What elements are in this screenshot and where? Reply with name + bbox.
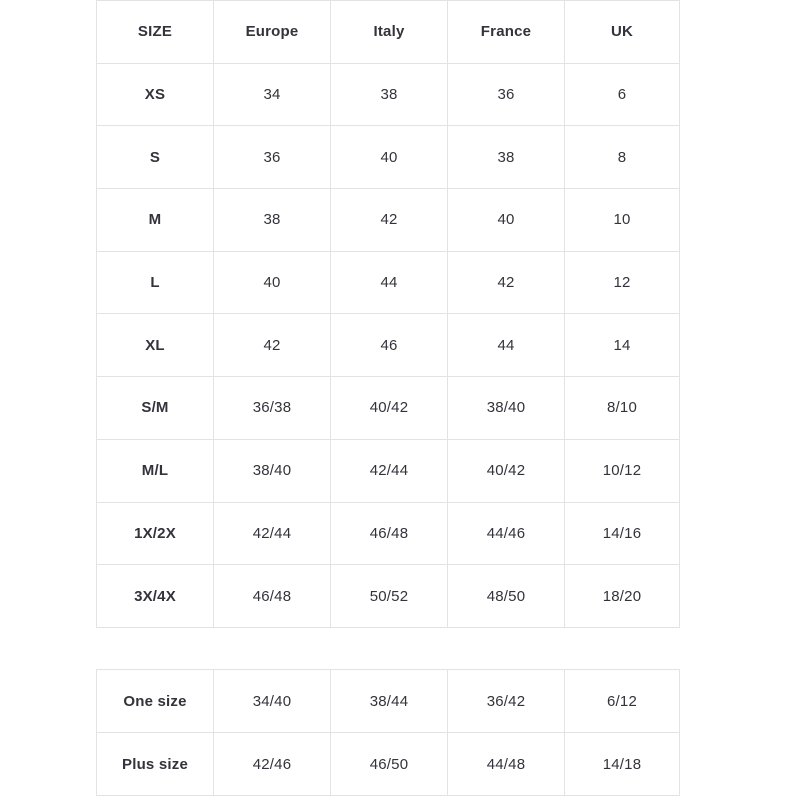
cell-uk: 8 (565, 126, 680, 189)
table-row (97, 733, 680, 796)
cell-europe: 36/38 (214, 377, 331, 440)
size-chart-secondary-table (96, 669, 680, 796)
row-label: L (97, 251, 214, 314)
table-row (97, 439, 680, 502)
size-chart-main-table (96, 0, 680, 628)
column-header-italy: Italy (331, 1, 448, 64)
cell-italy: 50/52 (331, 565, 448, 628)
row-label: One size (97, 670, 214, 733)
cell-italy: 46/48 (331, 502, 448, 565)
cell-italy: 38 (331, 63, 448, 126)
row-label: M (97, 189, 214, 252)
cell-france: 48/50 (448, 565, 565, 628)
table-row (97, 377, 680, 440)
cell-europe: 42/44 (214, 502, 331, 565)
cell-france: 40 (448, 189, 565, 252)
table-row (97, 670, 680, 733)
column-header-europe: Europe (214, 1, 331, 64)
cell-uk: 18/20 (565, 565, 680, 628)
cell-france: 36/42 (448, 670, 565, 733)
table-body (97, 63, 680, 627)
cell-europe: 36 (214, 126, 331, 189)
cell-italy: 42/44 (331, 439, 448, 502)
row-label: XL (97, 314, 214, 377)
column-header-france: France (448, 1, 565, 64)
cell-uk: 10 (565, 189, 680, 252)
cell-italy: 38/44 (331, 670, 448, 733)
row-label: XS (97, 63, 214, 126)
cell-uk: 10/12 (565, 439, 680, 502)
cell-uk: 8/10 (565, 377, 680, 440)
cell-italy: 44 (331, 251, 448, 314)
column-header-size: SIZE (97, 1, 214, 64)
table-row (97, 314, 680, 377)
cell-france: 44/48 (448, 733, 565, 796)
cell-france: 42 (448, 251, 565, 314)
row-label: M/L (97, 439, 214, 502)
cell-europe: 38 (214, 189, 331, 252)
cell-france: 38/40 (448, 377, 565, 440)
table-body (97, 670, 680, 796)
cell-uk: 14/16 (565, 502, 680, 565)
cell-europe: 42 (214, 314, 331, 377)
cell-italy: 46 (331, 314, 448, 377)
table-header-row (97, 1, 680, 64)
table-row (97, 502, 680, 565)
table-row (97, 63, 680, 126)
cell-italy: 40 (331, 126, 448, 189)
cell-france: 36 (448, 63, 565, 126)
table-row (97, 126, 680, 189)
cell-europe: 40 (214, 251, 331, 314)
cell-france: 40/42 (448, 439, 565, 502)
table-header (97, 1, 680, 64)
size-chart-secondary-table-wrapper (96, 669, 679, 796)
row-label: Plus size (97, 733, 214, 796)
cell-uk: 14/18 (565, 733, 680, 796)
row-label: S (97, 126, 214, 189)
table-row (97, 565, 680, 628)
cell-uk: 6 (565, 63, 680, 126)
cell-italy: 40/42 (331, 377, 448, 440)
row-label: S/M (97, 377, 214, 440)
column-header-uk: UK (565, 1, 680, 64)
cell-europe: 46/48 (214, 565, 331, 628)
size-chart-main-table-wrapper (96, 0, 679, 628)
cell-france: 44 (448, 314, 565, 377)
cell-uk: 12 (565, 251, 680, 314)
cell-europe: 34/40 (214, 670, 331, 733)
row-label: 3X/4X (97, 565, 214, 628)
table-row (97, 189, 680, 252)
cell-uk: 14 (565, 314, 680, 377)
cell-europe: 42/46 (214, 733, 331, 796)
cell-italy: 42 (331, 189, 448, 252)
cell-france: 38 (448, 126, 565, 189)
cell-europe: 38/40 (214, 439, 331, 502)
cell-uk: 6/12 (565, 670, 680, 733)
cell-france: 44/46 (448, 502, 565, 565)
cell-italy: 46/50 (331, 733, 448, 796)
row-label: 1X/2X (97, 502, 214, 565)
cell-europe: 34 (214, 63, 331, 126)
table-row (97, 251, 680, 314)
